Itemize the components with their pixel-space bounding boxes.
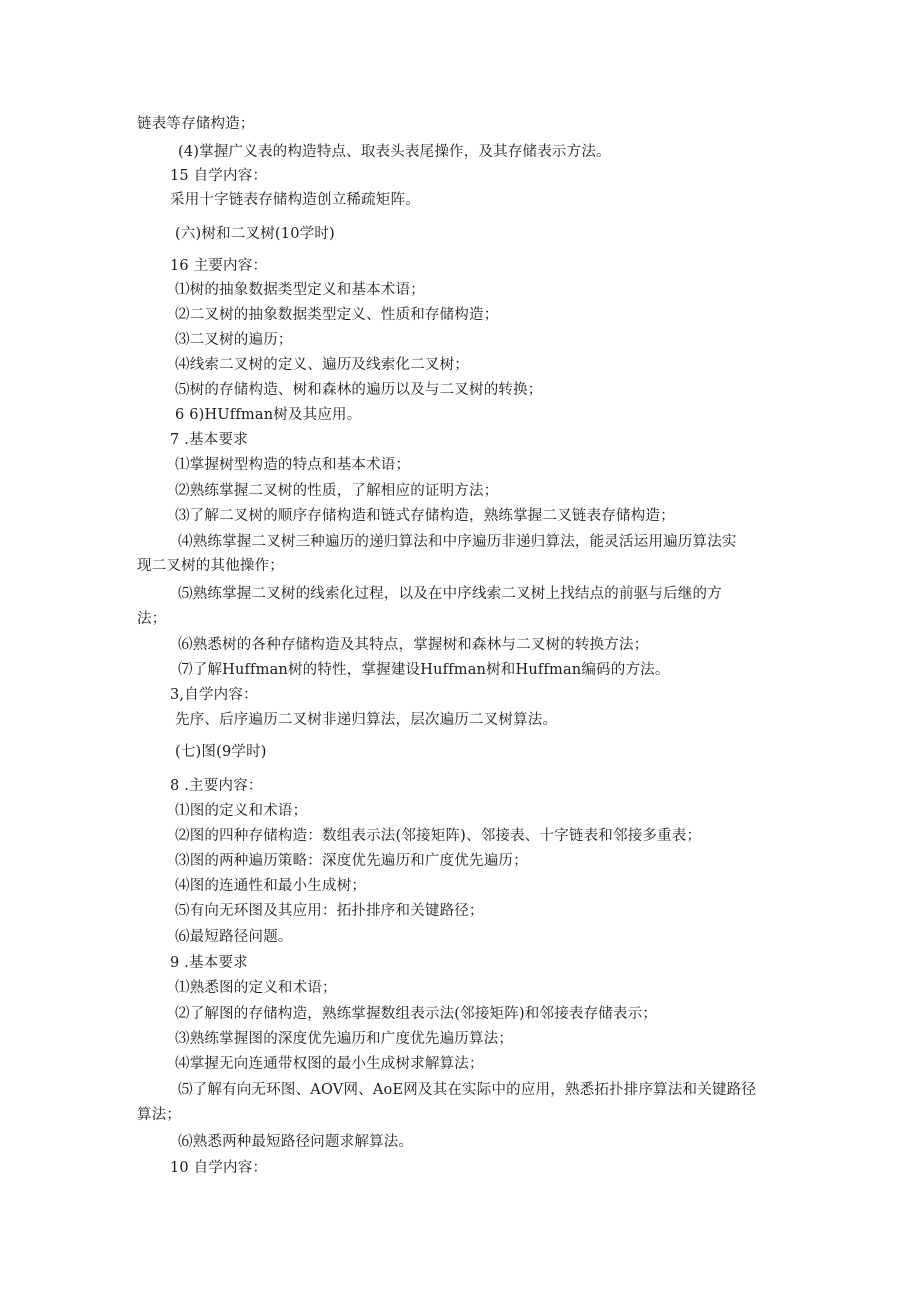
list-item: ⑸熟练掌握二叉树的线索化过程，以及在中序线索二叉树上找结点的前驱与后继的方 (178, 586, 722, 602)
section-heading: 7 .基本要求 (170, 432, 248, 448)
list-item: ⑹熟悉两种最短路径问题求解算法。 (178, 1134, 414, 1150)
list-item: ⑸树的存储构造、树和森林的遍历以及与二叉树的转换； (175, 382, 543, 398)
text-line: 先序、后序遍历二叉树非递归算法，层次遍历二叉树算法。 (175, 712, 558, 728)
list-item: 6 6)HUffman树及其应用。 (175, 407, 362, 423)
text-line: 链表等存储构造； (137, 116, 255, 132)
list-item: ⑶图的两种遍历策略：深度优先遍历和广度优先遍历； (175, 853, 528, 869)
section-heading: 3,自学内容： (170, 687, 258, 703)
list-item: ⑵熟练掌握二叉树的性质，了解相应的证明方法； (175, 483, 499, 499)
list-item: ⑷掌握无向连通带权图的最小生成树求解算法； (175, 1056, 484, 1072)
list-item: ⑴掌握树型构造的特点和基本术语； (175, 457, 411, 473)
text-line: 法； (137, 611, 167, 627)
list-item: ⑸了解有向无环图、AOV网、AoE网及其在实际中的应用，熟悉拓扑排序算法和关键路径 (178, 1082, 757, 1098)
list-item: ⑷熟练掌握二叉树三种遍历的递归算法和中序遍历非递归算法，能灵活运用遍历算法实 (178, 534, 737, 550)
list-item: ⑵二叉树的抽象数据类型定义、性质和存储构造； (175, 307, 499, 323)
text-line: (4)掌握广义表的构造特点、取表头表尾操作，及其存储表示方法。 (178, 144, 611, 160)
list-item: ⑺了解Huffman树的特性，掌握建设Huffman树和Huffman编码的方法。 (178, 662, 670, 678)
list-item: ⑵了解图的存储构造，熟练掌握数组表示法(邻接矩阵)和邻接表存储表示； (175, 1006, 658, 1022)
section-heading: 16 主要内容： (170, 258, 268, 274)
list-item: ⑴树的抽象数据类型定义和基本术语； (175, 282, 425, 298)
section-heading: 15 自学内容： (170, 168, 268, 184)
chapter-heading: (七)图(9学时) (175, 744, 267, 760)
section-heading: 9 .基本要求 (170, 955, 248, 971)
chapter-heading: (六)树和二叉树(10学时) (175, 226, 335, 242)
list-item: ⑹最短路径问题。 (175, 929, 293, 945)
list-item: ⑶熟练掌握图的深度优先遍历和广度优先遍历算法； (175, 1031, 514, 1047)
text-line: 现二叉树的其他操作； (137, 558, 284, 574)
list-item: ⑴熟悉图的定义和术语； (175, 980, 337, 996)
section-heading: 10 自学内容： (170, 1160, 268, 1176)
list-item: ⑷图的连通性和最小生成树； (175, 878, 367, 894)
list-item: ⑶二叉树的遍历； (175, 332, 293, 348)
list-item: ⑶了解二叉树的顺序存储构造和链式存储构造，熟练掌握二叉链表存储构造； (175, 508, 675, 524)
list-item: ⑸有向无环图及其应用：拓扑排序和关键路径； (175, 903, 484, 919)
section-heading: 8 .主要内容： (170, 778, 263, 794)
list-item: ⑵图的四种存储构造：数组表示法(邻接矩阵)、邻接表、十字链表和邻接多重表； (175, 828, 702, 844)
list-item: ⑹熟悉树的各种存储构造及其特点，掌握树和森林与二叉树的转换方法； (178, 637, 649, 653)
list-item: ⑴图的定义和术语； (175, 803, 308, 819)
text-line: 采用十字链表存储构造创立稀疏矩阵。 (170, 192, 420, 208)
text-line: 算法； (137, 1107, 182, 1123)
list-item: ⑷线索二叉树的定义、遍历及线索化二叉树； (175, 357, 469, 373)
